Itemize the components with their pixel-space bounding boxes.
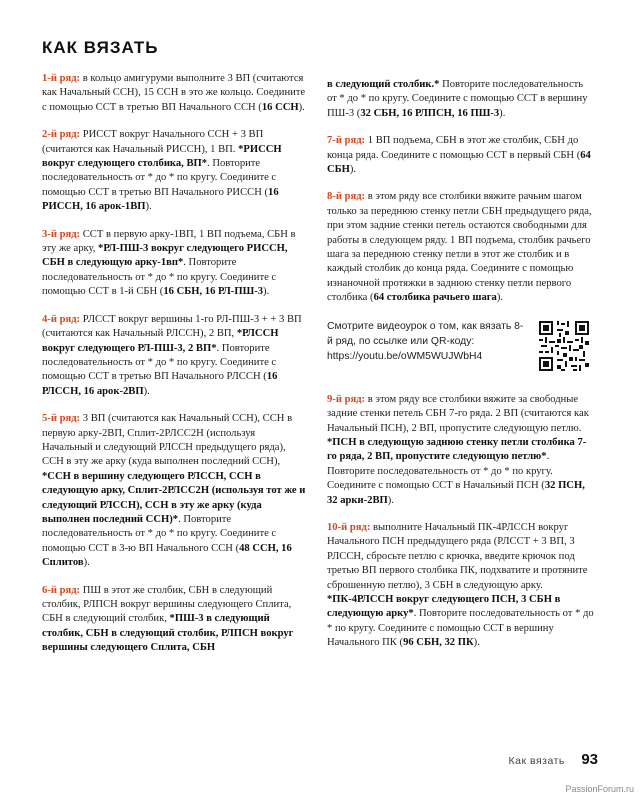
row-label: 10-й ряд: (327, 521, 371, 533)
row-bold-text: 64 СБН (327, 149, 591, 176)
footer-section-name: Как вязать (508, 755, 565, 767)
row-text: выполните Начальный ПК-4РЛССН вокруг Начального ПСН предыдущего ряда (РЛССТ + 3 ВП, 3 РЛССН, сбросьте петлю с крючка, введите крючок под третью ВП первого столбика ПК, подхватите и протяните сброшенную петлю), 3 СБН в следующую арку. (327, 521, 588, 591)
right-column-bottom (327, 393, 595, 651)
row-label: 6-й ряд: (42, 584, 81, 596)
row-label: 7-й ряд: (327, 135, 366, 147)
video-link[interactable]: https://youtu.be/oWM5WUJWbH4 (327, 350, 483, 362)
instruction-row (42, 72, 306, 115)
row-text: в этом ряду все столбики вяжите рачьим шагом только за переднюю стенку петли СБН предыдущего ряда, при этом задние стенки петель остаются свободными для работы в следующем ряду. 1 ВП подъема, столбик рачьего шага за переднюю стенку петли в этот же столбик и в каждый столбик до конца ряда. Соедините с помощью изнаночной протяжки в заднюю стенку петли первого столбика ( (327, 191, 592, 304)
instruction-row (42, 313, 306, 399)
row-bold-text: *ПСН в следующую заднюю стенку петли столбика 7-го ряда, 2 ВП, пропустите следующую петлю* (327, 436, 587, 463)
row-text: . Повторите последовательность от * до * по кругу. Соедините с помощью ССТ в третью ВП Начального РИССН ( (42, 158, 277, 198)
row-text: ). (387, 494, 394, 506)
instruction-row (327, 78, 595, 121)
page-number: 93 (581, 751, 598, 768)
instruction-row (327, 393, 595, 508)
row-label: 8-й ряд: (327, 191, 366, 203)
row-text: в этом ряду все столбики вяжите за свободные задние стенки петель СБН 7-го ряда. 2 ВП (считаются как Начальный ПСН), 2 ВП, пропустите следующую петлю. (327, 393, 589, 434)
row-text: ПШ в этот же столбик, СБН в следующий столбик, РЛПСН вокруг вершины следующего Сплита, СБН в следующий столбик, (42, 584, 292, 625)
row-bold-text: 48 ССН, 16 Сплитов (42, 542, 292, 569)
row-bold-text: *ССН в вершину следующего РЛССН, ССН в следующую арку, Сплит-2РЛСС2Н (используя тот же и следующий РЛССН), ССН в эту же арку (куда выполнен последний ССН)* (42, 470, 306, 525)
instruction-row (327, 521, 595, 651)
instruction-row (42, 228, 306, 300)
row-bold-text: *РЛ-ПШ-3 вокруг следующего РИССН, СБН в следующую арку-1вп* (42, 243, 288, 269)
row-bold-text: 32 ПСН, 32 арки-2ВП (327, 480, 585, 506)
row-label: 3-й ряд: (42, 228, 81, 240)
instruction-row (327, 190, 595, 305)
video-lesson-caption: Смотрите видеоурок о том, как вязать 8-й ряд, по ссылке или QR-коду: (327, 320, 524, 347)
row-bold-text: 16 ССН (261, 101, 299, 113)
page-footer (509, 751, 598, 769)
row-label: 5-й ряд: (42, 413, 81, 425)
video-lesson-block (327, 319, 595, 375)
left-column (42, 72, 306, 669)
row-text: ). (298, 101, 305, 113)
row-bold-text: *РИССН вокруг следующего столбика, ВП* (42, 143, 282, 170)
row-bold-text: 96 СБН, 32 ПК (403, 637, 474, 649)
row-text: Повторите последовательность от * до * по кругу. Соедините с помощью ССТ в вершину ПШ-3 ( (327, 79, 588, 119)
row-text: ). (143, 385, 150, 397)
row-text: 3 ВП (считаются как Начальный ССН), ССН в первую арку-2ВП, Сплит-2РЛСС2Н (используя Начальный и следующий РЛССН предыдущего ряда), ССН в эту же арку (куда выполнен последний ССН), (42, 413, 293, 468)
page-title: КАК ВЯЗАТЬ (42, 38, 159, 57)
row-bold-text: 32 СБН, 16 РЛПСН, 16 ПШ-3 (360, 107, 500, 119)
row-bold-text: в следующий столбик.* (327, 79, 440, 90)
right-column (327, 78, 595, 664)
row-text: 1 ВП подъема, СБН в этот же столбик, СБН до конца ряда. Соедините с помощью ССТ в первый СБН ( (327, 135, 581, 161)
row-label: 1-й ряд: (42, 73, 81, 84)
watermark: PassionForum.ru (565, 784, 634, 794)
row-bold-text: 64 столбика рачьего шага (373, 292, 497, 304)
row-text: . Повторите последовательность от * до * по кругу. Соедините с помощью ССТ в третью ВП Начального РЛССН ( (42, 342, 277, 383)
instruction-row (327, 134, 595, 177)
row-label: 9-й ряд: (327, 393, 366, 405)
qr-code-icon[interactable] (539, 321, 589, 371)
row-text: ). (496, 292, 504, 304)
instruction-row (42, 584, 306, 656)
row-text: . Повторите последовательность от * до * по кругу. Соедините с помощью ССТ в вершину Начального ПК ( (327, 608, 594, 649)
row-text: ). (349, 164, 357, 176)
row-bold-text: *ПК-4РЛССН вокруг следующего ПСН, 3 СБН в следующую арку* (327, 593, 561, 620)
row-text: ССТ в первую арку-1ВП, 1 ВП подъема, СБН в эту же арку, (42, 228, 296, 255)
row-bold-text: 16 СБН, 16 РЛ-ПШ-3 (163, 286, 264, 298)
right-column-top (327, 78, 595, 306)
row-text: в кольцо амигуруми выполните 3 ВП (считаются как Начальный ССН), 15 ССН в это же кольцо. Соедините с помощью ССТ в третью ВП Начального ССН ( (42, 73, 306, 113)
row-text: ). (145, 201, 152, 213)
row-text: ). (473, 637, 480, 649)
row-text: ). (83, 557, 90, 569)
row-text: ). (263, 286, 270, 298)
instruction-row (42, 128, 306, 214)
row-bold-text: *ПШ-3 в следующий столбик, СБН в следующий столбик, РЛПСН вокруг вершины следующего Сплита, СБН (42, 613, 294, 654)
row-text: РИССТ вокруг Начального ССН + 3 ВП (считаются как Начальный РИССН), 1 ВП. (42, 129, 264, 155)
video-lesson-text (327, 319, 527, 364)
row-bold-text: 16 РЛССН, 16 арок-2ВП (42, 371, 278, 397)
row-text: ). (499, 107, 506, 119)
row-label: 4-й ряд: (42, 313, 81, 325)
row-text: РЛССТ вокруг вершины 1-го РЛ-ПШ-3 + + 3 ВП (считаются как Начальный РЛССН), 2 ВП, (42, 313, 302, 340)
row-text: . Повторите последовательность от * до * по кругу. Соедините с помощью ССТ в 3-ю ВП Начального ССН ( (42, 513, 277, 554)
row-text: . Повторите последовательность от * до * по кругу. Соедините с помощью ССТ в 1-й СБН ( (42, 257, 277, 298)
row-bold-text: 16 РИССН, 16 арок-1ВП (42, 186, 279, 213)
row-label: 2-й ряд: (42, 129, 81, 141)
instruction-row (42, 412, 306, 570)
row-text: . Повторите последовательность от * до * по кругу. Соедините с помощью ССТ в Начальный ПСН ( (327, 451, 553, 492)
row-bold-text: *РЛССН вокруг следующего РЛ-ПШ-3, 2 ВП* (42, 328, 279, 354)
